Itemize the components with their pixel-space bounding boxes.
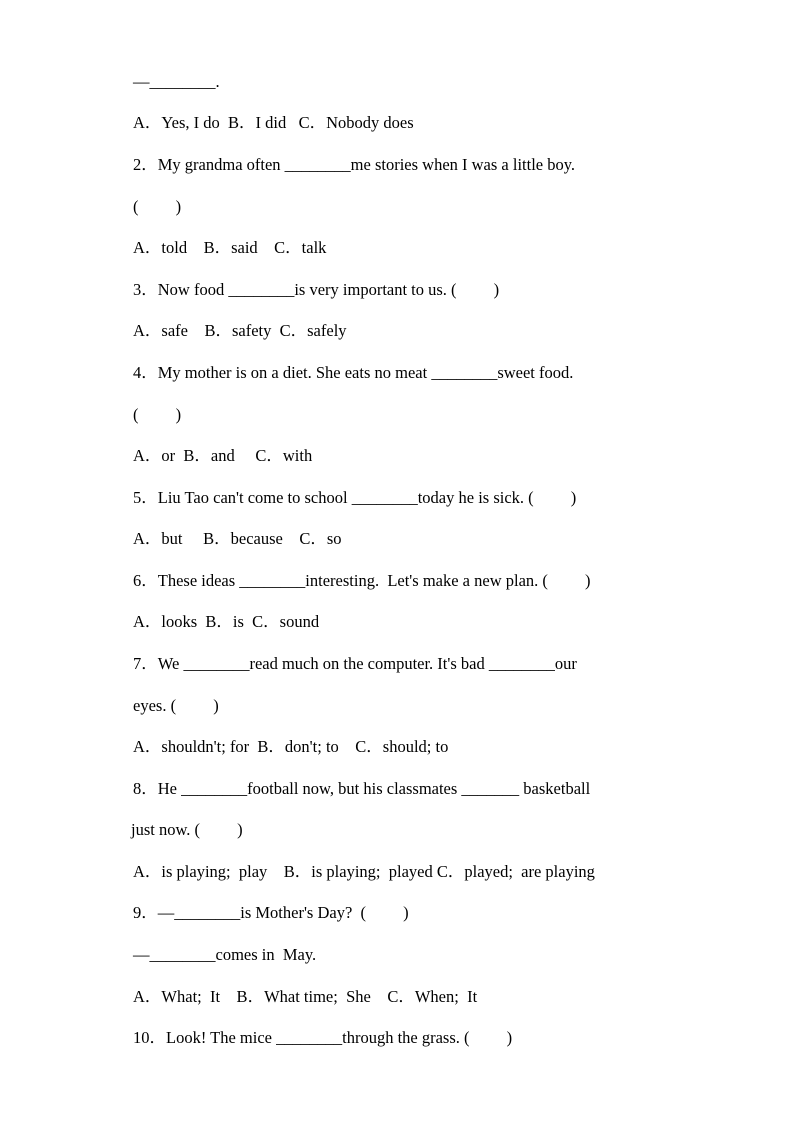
question-2-options: A．told B．said C．talk [133,238,327,257]
question-9-response: —________comes in May. [133,945,317,964]
question-4-paren: ( ) [133,405,182,424]
question-5-text: 5．Liu Tao can't come to school ________today he is sick. ( ) [133,488,577,507]
question-4-options: A．or B．and C．with [133,446,313,465]
question-2-text: 2．My grandma often ________me stories when I was a little boy. [133,155,576,174]
question-8-text-continued: just now. ( ) [131,820,243,839]
question-1-answer-blank: —________. [133,72,220,91]
question-7-text-continued: eyes. ( ) [133,696,219,715]
question-6-text: 6．These ideas ________interesting. Let's make a new plan. ( ) [133,571,591,590]
question-7-options: A．shouldn't; for B．don't; to C．should; to [133,737,449,756]
question-8-text: 8．He ________football now, but his classmates _______ basketball [133,779,591,798]
question-6-options: A．looks B．is C．sound [133,612,320,631]
question-7-text: 7．We ________read much on the computer. It's bad ________our [133,654,577,673]
question-4-text: 4．My mother is on a diet. She eats no meat ________sweet food. [133,363,574,382]
question-2-paren: ( ) [133,197,182,216]
question-9-options: A．What; It B．What time; She C．When; It [133,987,478,1006]
question-5-options: A．but B．because C．so [133,529,342,548]
question-3-options: A．safe B．safety C．safely [133,321,347,340]
question-3-text: 3．Now food ________is very important to us. ( ) [133,280,500,299]
question-9-text: 9．—________is Mother's Day? ( ) [133,903,409,922]
question-1-options: A．Yes, I do B．I did C．Nobody does [133,113,414,132]
question-8-options: A．is playing; play B．is playing; played C．played; are playing [133,862,595,881]
question-10-text: 10．Look! The mice ________through the grass. ( ) [133,1028,513,1047]
